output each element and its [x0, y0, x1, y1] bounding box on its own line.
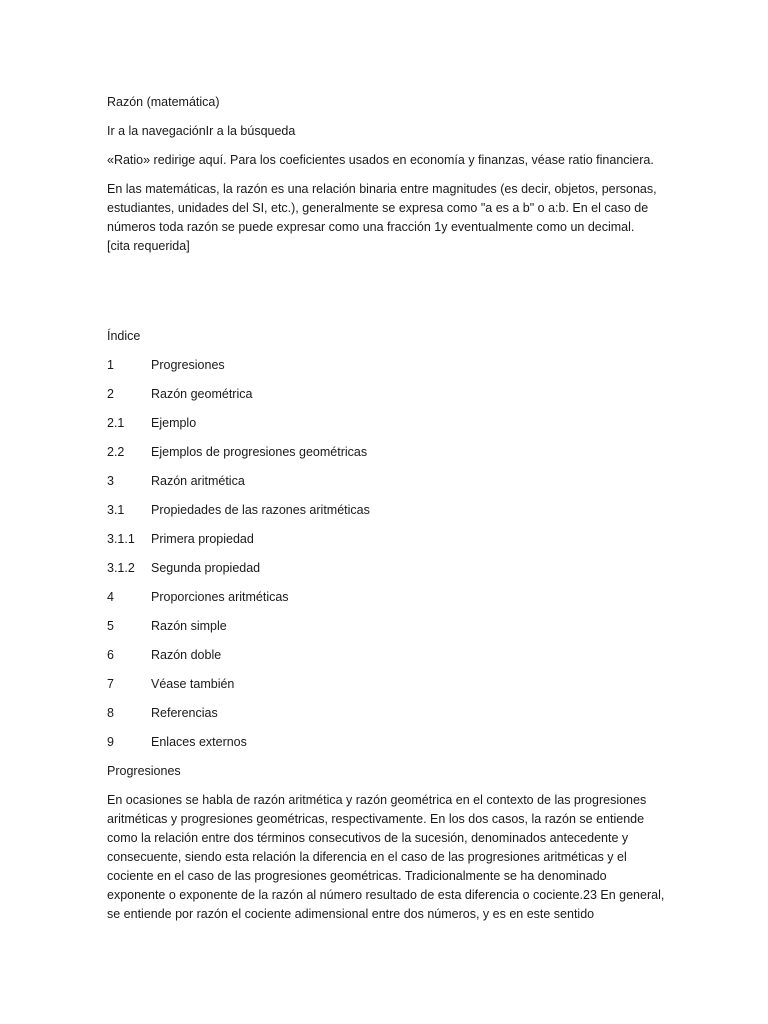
toc-item-number: 2 [107, 387, 114, 401]
document-page [107, 93, 667, 924]
toc-item-label[interactable]: Enlaces externos [151, 735, 247, 749]
toc-item-label[interactable]: Razón simple [151, 619, 227, 633]
toc-item-label[interactable]: Razón geométrica [151, 387, 253, 401]
toc-item-number: 3 [107, 474, 114, 488]
toc-item[interactable] [107, 617, 667, 636]
toc-item[interactable] [107, 530, 667, 549]
toc-item[interactable] [107, 733, 667, 752]
toc-item-number: 3.1.2 [107, 561, 135, 575]
toc-item-label[interactable]: Razón aritmética [151, 474, 245, 488]
redirect-note: «Ratio» redirige aquí. Para los coeficientes usados en economía y finanzas, véase ratio financiera. [107, 153, 654, 167]
toc-item[interactable] [107, 675, 667, 694]
toc-item-number: 2.2 [107, 445, 125, 459]
toc-item-number: 7 [107, 677, 114, 691]
toc-item-label[interactable]: Primera propiedad [151, 532, 254, 546]
blank-space [107, 266, 667, 327]
toc-item-number: 3.1 [107, 503, 125, 517]
toc-item-label[interactable]: Véase también [151, 677, 235, 691]
toc-item[interactable] [107, 704, 667, 723]
toc-item-label[interactable]: Segunda propiedad [151, 561, 261, 575]
document-title: Razón (matemática) [107, 95, 220, 109]
toc-item-number: 4 [107, 590, 114, 604]
toc-item-label[interactable]: Progresiones [151, 358, 225, 372]
toc-item[interactable] [107, 646, 667, 665]
section-body-progresiones: En ocasiones se habla de razón aritmética y razón geométrica en el contexto de las progresiones aritméticas y progresiones geométricas, respectivamente. En los dos casos, la razón se entiende como la relación entre dos términos consecutivos de la sucesión, denominados antecedente y consecuente, siendo esta relación la diferencia en el caso de las progresiones aritméticas y el cociente en el caso de las progresiones geométricas. Tradicionalmente se ha denominado exponente o exponente de la razón al número resultado de esta diferencia o cociente.23 En general, se entiende por razón el cociente adimensional entre dos números, y es en este sentido [107, 793, 665, 921]
toc-item[interactable] [107, 588, 667, 607]
toc-item-number: 6 [107, 648, 114, 662]
toc-item[interactable] [107, 501, 667, 520]
toc-item-number: 8 [107, 706, 114, 720]
toc-item[interactable] [107, 559, 667, 578]
toc-item[interactable] [107, 443, 667, 462]
toc-item-label[interactable]: Proporciones aritméticas [151, 590, 289, 604]
toc-item[interactable] [107, 385, 667, 404]
toc-item-label[interactable]: Propiedades de las razones aritméticas [151, 503, 370, 517]
toc-item-label[interactable]: Referencias [151, 706, 218, 720]
toc-item-label[interactable]: Razón doble [151, 648, 222, 662]
toc-item-label[interactable]: Ejemplo [151, 416, 197, 430]
navigation-links[interactable]: Ir a la navegaciónIr a la búsqueda [107, 124, 296, 138]
toc-item-number: 5 [107, 619, 114, 633]
toc-item-number: 1 [107, 358, 114, 372]
table-of-contents [107, 356, 667, 752]
toc-item-number: 2.1 [107, 416, 125, 430]
toc-item[interactable] [107, 356, 667, 375]
toc-heading: Índice [107, 329, 141, 343]
toc-item-label[interactable]: Ejemplos de progresiones geométricas [151, 445, 368, 459]
toc-item[interactable] [107, 414, 667, 433]
toc-item[interactable] [107, 472, 667, 491]
intro-paragraph: En las matemáticas, la razón es una relación binaria entre magnitudes (es decir, objetos, personas, estudiantes, unidades del SI, etc.), generalmente se expresa como "a es a b" o a:b. En el caso de números toda razón se puede expresar como una fracción 1y eventualmente como un decimal. [cita requerida] [107, 182, 657, 253]
toc-item-number: 3.1.1 [107, 532, 135, 546]
section-title-progresiones: Progresiones [107, 764, 181, 778]
toc-item-number: 9 [107, 735, 114, 749]
